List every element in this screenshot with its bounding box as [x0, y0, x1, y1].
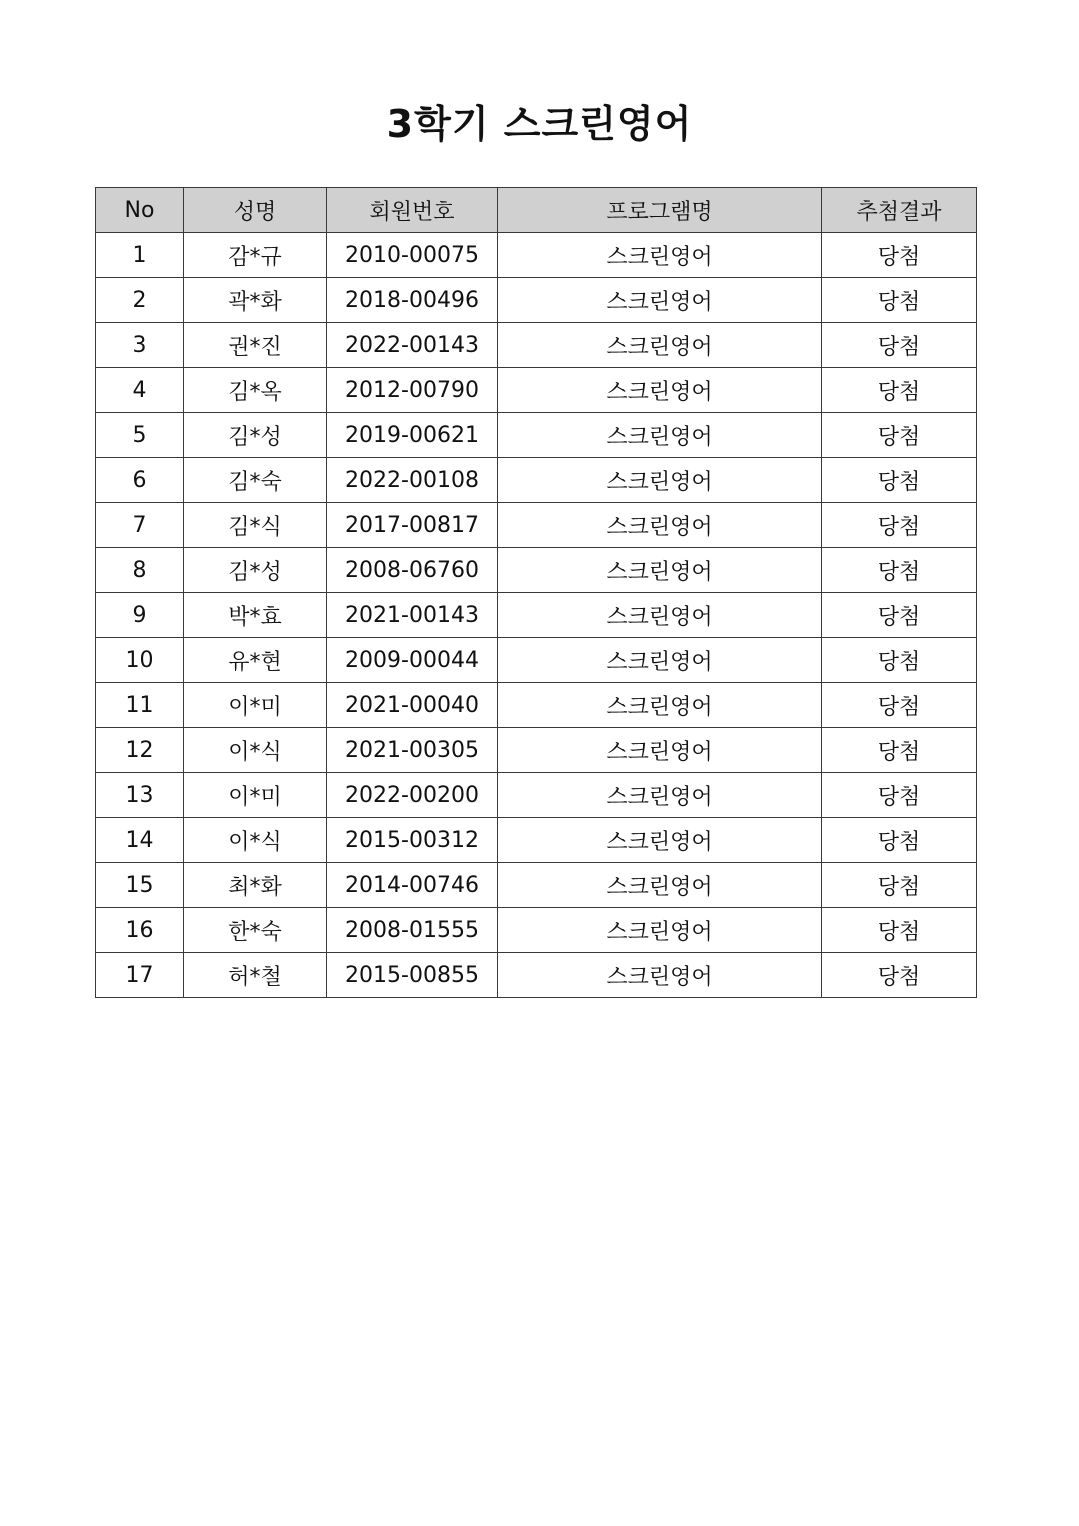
cell-member-number: 2008-01555 — [327, 908, 498, 953]
cell-program-name: 스크린영어 — [498, 818, 822, 863]
cell-no: 13 — [96, 773, 184, 818]
cell-program-name: 스크린영어 — [498, 638, 822, 683]
header-member-number: 회원번호 — [327, 188, 498, 233]
cell-program-name: 스크린영어 — [498, 728, 822, 773]
cell-name: 김*식 — [184, 503, 327, 548]
cell-name: 유*현 — [184, 638, 327, 683]
cell-name: 이*식 — [184, 818, 327, 863]
cell-program-name: 스크린영어 — [498, 503, 822, 548]
cell-name: 이*미 — [184, 773, 327, 818]
cell-member-number: 2012-00790 — [327, 368, 498, 413]
cell-name: 최*화 — [184, 863, 327, 908]
cell-no: 15 — [96, 863, 184, 908]
table-row — [96, 368, 977, 413]
cell-program-name: 스크린영어 — [498, 908, 822, 953]
cell-program-name: 스크린영어 — [498, 458, 822, 503]
cell-member-number: 2022-00143 — [327, 323, 498, 368]
table-row — [96, 683, 977, 728]
table-row — [96, 953, 977, 998]
table-row — [96, 323, 977, 368]
header-program-name: 프로그램명 — [498, 188, 822, 233]
table-row — [96, 638, 977, 683]
cell-no: 1 — [96, 233, 184, 278]
table-row — [96, 413, 977, 458]
header-name: 성명 — [184, 188, 327, 233]
cell-program-name: 스크린영어 — [498, 323, 822, 368]
cell-member-number: 2021-00040 — [327, 683, 498, 728]
cell-name: 곽*화 — [184, 278, 327, 323]
cell-name: 권*진 — [184, 323, 327, 368]
cell-draw-result: 당첨 — [822, 368, 977, 413]
table-row — [96, 728, 977, 773]
page-title: 3학기 스크린영어 — [386, 102, 693, 146]
cell-draw-result: 당첨 — [822, 638, 977, 683]
cell-no: 4 — [96, 368, 184, 413]
cell-name: 김*옥 — [184, 368, 327, 413]
cell-program-name: 스크린영어 — [498, 863, 822, 908]
cell-member-number: 2014-00746 — [327, 863, 498, 908]
cell-name: 이*미 — [184, 683, 327, 728]
cell-name: 박*효 — [184, 593, 327, 638]
cell-member-number: 2021-00305 — [327, 728, 498, 773]
table-row — [96, 503, 977, 548]
cell-name: 김*숙 — [184, 458, 327, 503]
cell-name: 감*규 — [184, 233, 327, 278]
header-draw-result: 추첨결과 — [822, 188, 977, 233]
cell-no: 9 — [96, 593, 184, 638]
cell-draw-result: 당첨 — [822, 863, 977, 908]
cell-program-name: 스크린영어 — [498, 413, 822, 458]
cell-member-number: 2018-00496 — [327, 278, 498, 323]
cell-draw-result: 당첨 — [822, 593, 977, 638]
cell-no: 2 — [96, 278, 184, 323]
cell-program-name: 스크린영어 — [498, 278, 822, 323]
cell-draw-result: 당첨 — [822, 503, 977, 548]
cell-draw-result: 당첨 — [822, 773, 977, 818]
cell-member-number: 2019-00621 — [327, 413, 498, 458]
cell-draw-result: 당첨 — [822, 728, 977, 773]
cell-draw-result: 당첨 — [822, 818, 977, 863]
cell-member-number: 2009-00044 — [327, 638, 498, 683]
cell-draw-result: 당첨 — [822, 953, 977, 998]
cell-no: 17 — [96, 953, 184, 998]
table-row — [96, 548, 977, 593]
cell-no: 5 — [96, 413, 184, 458]
cell-no: 10 — [96, 638, 184, 683]
cell-program-name: 스크린영어 — [498, 368, 822, 413]
cell-program-name: 스크린영어 — [498, 683, 822, 728]
table-body — [96, 233, 977, 998]
cell-no: 14 — [96, 818, 184, 863]
cell-draw-result: 당첨 — [822, 683, 977, 728]
table-row — [96, 773, 977, 818]
cell-no: 6 — [96, 458, 184, 503]
cell-draw-result: 당첨 — [822, 413, 977, 458]
cell-member-number: 2008-06760 — [327, 548, 498, 593]
cell-draw-result: 당첨 — [822, 908, 977, 953]
cell-draw-result: 당첨 — [822, 323, 977, 368]
cell-draw-result: 당첨 — [822, 458, 977, 503]
cell-program-name: 스크린영어 — [498, 593, 822, 638]
cell-member-number: 2010-00075 — [327, 233, 498, 278]
cell-member-number: 2022-00108 — [327, 458, 498, 503]
table-row — [96, 233, 977, 278]
cell-member-number: 2017-00817 — [327, 503, 498, 548]
table-row — [96, 593, 977, 638]
cell-member-number: 2021-00143 — [327, 593, 498, 638]
table-row — [96, 863, 977, 908]
cell-program-name: 스크린영어 — [498, 953, 822, 998]
cell-member-number: 2015-00312 — [327, 818, 498, 863]
cell-program-name: 스크린영어 — [498, 773, 822, 818]
cell-draw-result: 당첨 — [822, 278, 977, 323]
cell-member-number: 2015-00855 — [327, 953, 498, 998]
cell-no: 16 — [96, 908, 184, 953]
cell-member-number: 2022-00200 — [327, 773, 498, 818]
cell-draw-result: 당첨 — [822, 233, 977, 278]
cell-no: 8 — [96, 548, 184, 593]
table-row — [96, 458, 977, 503]
cell-no: 11 — [96, 683, 184, 728]
cell-program-name: 스크린영어 — [498, 233, 822, 278]
cell-no: 12 — [96, 728, 184, 773]
cell-draw-result: 당첨 — [822, 548, 977, 593]
header-no: No — [96, 188, 184, 233]
table-row — [96, 908, 977, 953]
cell-name: 허*철 — [184, 953, 327, 998]
cell-program-name: 스크린영어 — [498, 548, 822, 593]
cell-no: 3 — [96, 323, 184, 368]
winners-table — [95, 187, 977, 998]
table-header-row — [96, 188, 977, 233]
cell-name: 한*숙 — [184, 908, 327, 953]
table-row — [96, 818, 977, 863]
cell-name: 김*성 — [184, 548, 327, 593]
table-row — [96, 278, 977, 323]
cell-no: 7 — [96, 503, 184, 548]
cell-name: 김*성 — [184, 413, 327, 458]
cell-name: 이*식 — [184, 728, 327, 773]
